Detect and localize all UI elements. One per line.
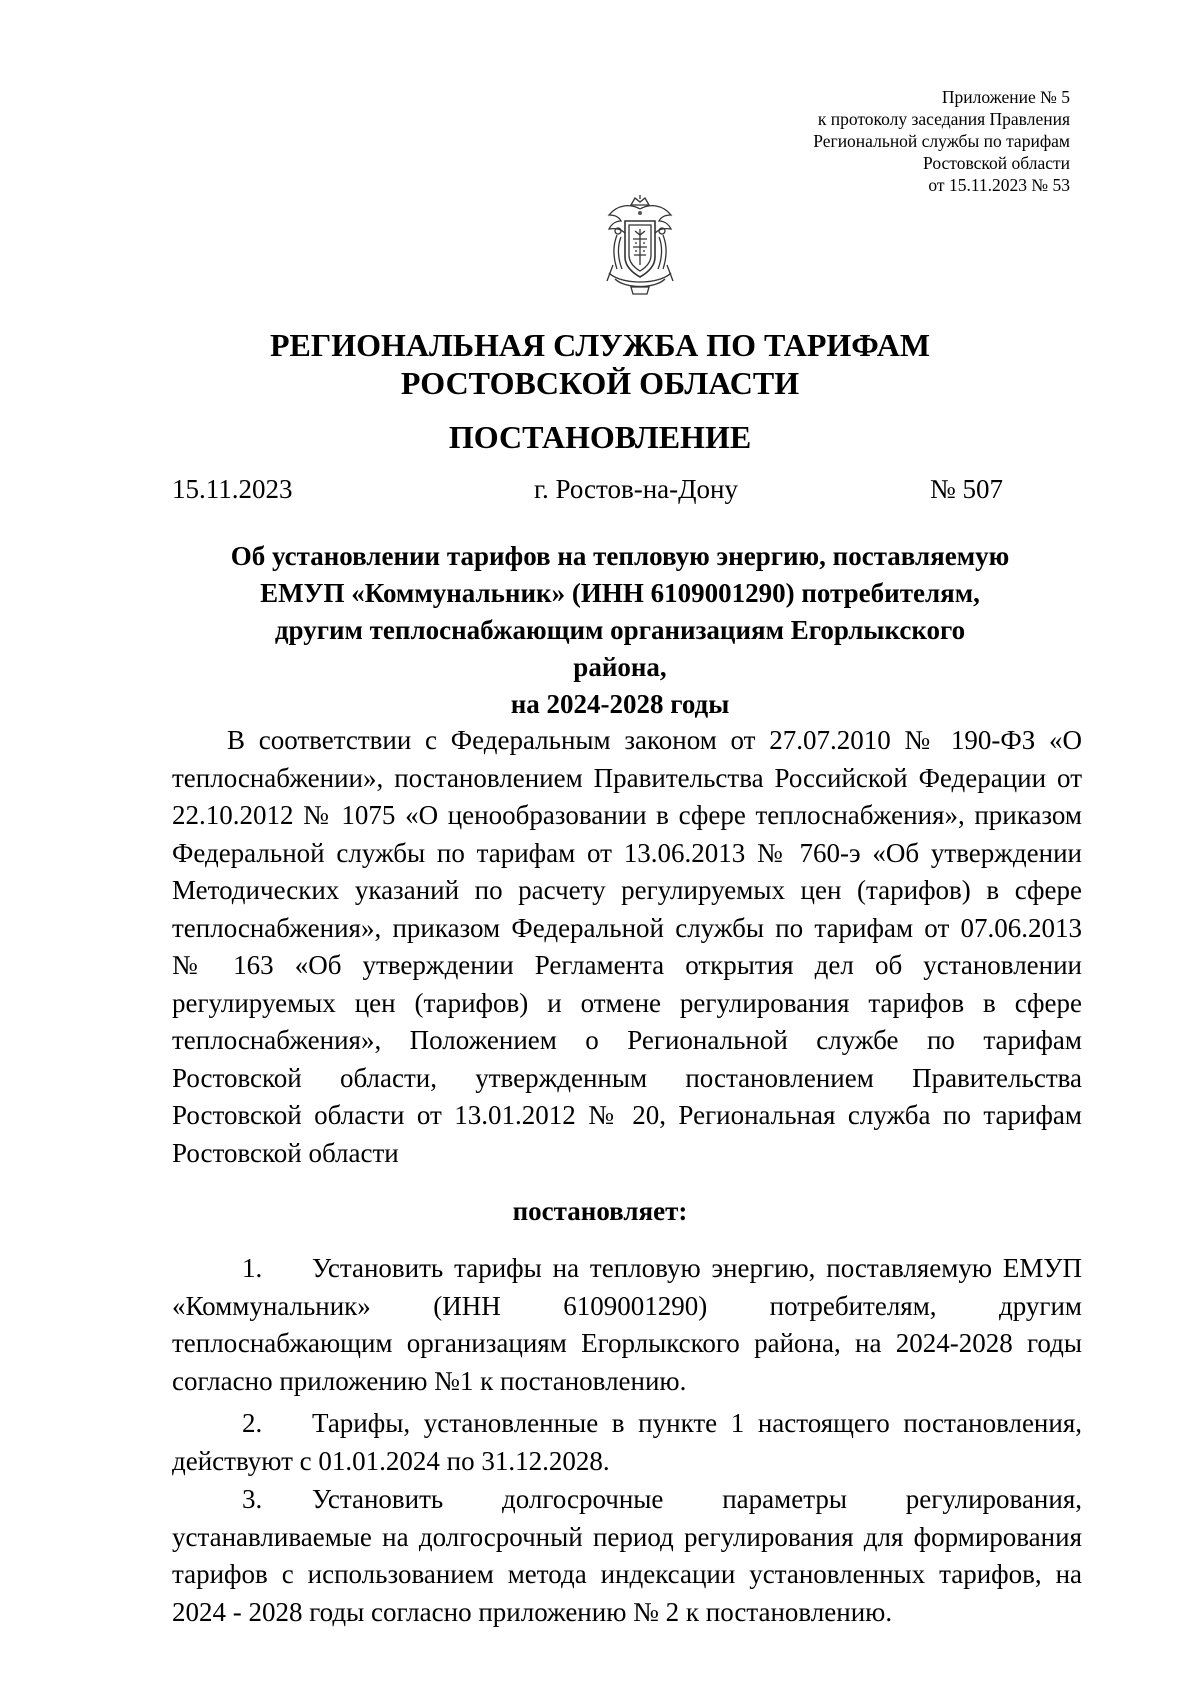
resolution-item — [172, 1250, 1082, 1400]
appendix-line: к протоколу заседания Правления — [817, 109, 1070, 129]
document-city: г. Ростов-на-Дону — [534, 474, 739, 504]
resolution-item — [172, 1481, 1082, 1631]
subject-line: на 2024-2028 годы — [510, 689, 730, 719]
item-number: 3. — [242, 1484, 263, 1514]
appendix-note — [813, 86, 1070, 196]
appendix-line: Региональной службы по тарифам — [813, 131, 1070, 151]
rostov-oblast-coat-of-arms-icon — [595, 195, 685, 297]
document-subject — [230, 538, 1010, 723]
item-text: Установить тарифы на тепловую энергию, поставляемую ЕМУП «Коммунальник» (ИНН 6109001290) потребителям, другим теплоснабжающим организациям Егорлыкского района, на 2024-2028 годы согласно приложению №1 к постановлению. — [172, 1253, 1082, 1396]
preamble-paragraph: В соответствии с Федеральным законом от 27.07.2010 № 190-ФЗ «О теплоснабжении», постановлением Правительства Российской Федерации от 22.10.2012 № 1075 «О ценообразовании в сфере теплоснабжения», приказом Федеральной службы по тарифам от 13.06.2013 № 760-э «Об утверждении Методических указаний по расчету регулируемых цен (тарифов) в сфере теплоснабжения», приказом Федеральной службы по тарифам от 07.06.2013 № 163 «Об утверждении Регламента открытия дел об установлении регулируемых цен (тарифов) и отмене регулирования тарифов в сфере теплоснабжения», Положением о Региональной службе по тарифам Ростовской области, утвержденным постановлением Правительства Ростовской области от 13.01.2012 № 20, Региональная служба по тарифам Ростовской области — [172, 725, 1082, 1168]
organization-title — [0, 326, 1200, 402]
document-type: ПОСТАНОВЛЕНИЕ — [448, 419, 752, 455]
item-number: 2. — [242, 1408, 263, 1438]
resolution-item — [172, 1405, 1082, 1480]
document-number: № 507 — [930, 474, 1004, 504]
organization-title-line: РОСТОВСКОЙ ОБЛАСТИ — [400, 365, 800, 401]
appendix-line: от 15.11.2023 № 53 — [928, 175, 1070, 195]
subject-line: другим теплоснабжающим организациям Егорлыкского района, — [274, 615, 966, 682]
subject-line: ЕМУП «Коммунальник» (ИНН 6109001290) потребителям, — [260, 578, 980, 608]
appendix-line: Ростовской области — [923, 153, 1070, 173]
subject-line: Об установлении тарифов на тепловую энергию, поставляемую — [230, 541, 1010, 571]
appendix-line: Приложение № 5 — [941, 87, 1070, 107]
organization-title-line: РЕГИОНАЛЬНАЯ СЛУЖБА ПО ТАРИФАМ — [269, 327, 931, 363]
decision-word: постановляет: — [512, 1196, 688, 1226]
document-date: 15.11.2023 — [172, 474, 293, 504]
item-text: Установить долгосрочные параметры регулирования, устанавливаемые на долгосрочный период регулирования для формирования тарифов с использованием метода индексации установленных тарифов, на 2024 - 2028 годы согласно приложению № 2 к постановлению. — [172, 1484, 1082, 1627]
item-number: 1. — [242, 1253, 263, 1283]
item-text: Тарифы, установленные в пункте 1 настоящего постановления, действуют с 01.01.2024 по 31.12.2028. — [172, 1408, 1082, 1476]
